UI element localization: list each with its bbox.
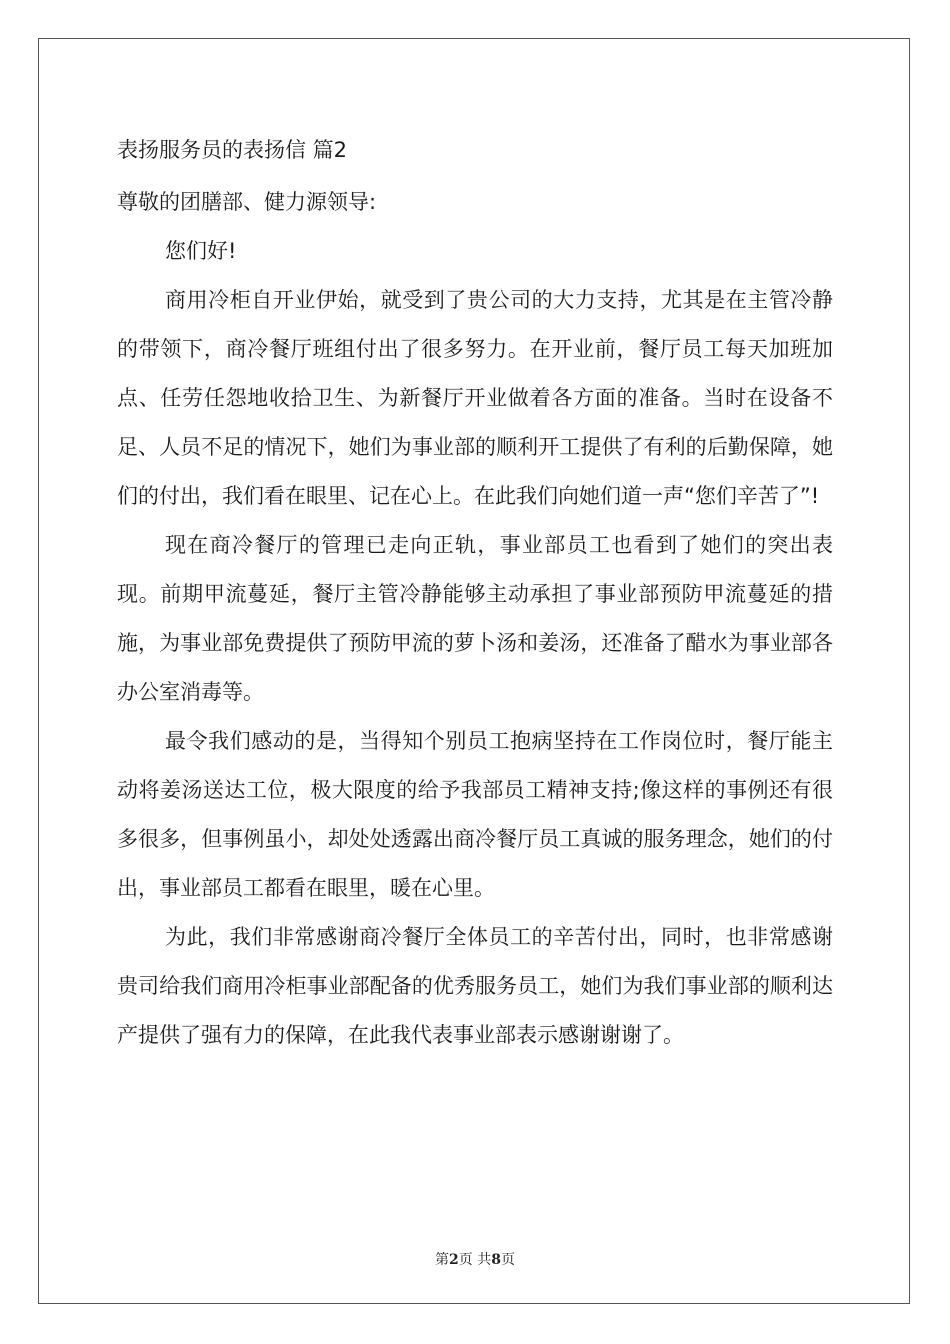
paragraph-2: 现在商冷餐厅的管理已走向正轨，事业部员工也看到了她们的突出表现。前期甲流蔓延，餐厅主管冷静能够主动承担了事业部预防甲流蔓延的措施，为事业部免费提供了预防甲流的萝卜汤和姜汤，还准备了醋水为事业部各办公室消毒等。 — [117, 533, 833, 704]
current-page-number: 2 — [449, 1252, 459, 1268]
letter-body — [117, 126, 833, 1060]
paragraph-3: 最令我们感动的是，当得知个别员工抱病坚持在工作岗位时，餐厅能主动将姜汤送达工位，极大限度的给予我部员工精神支持;像这样的事例还有很多很多，但事例虽小，却处处透露出商冷餐厅员工真诚的服务理念，她们的付出，事业部员工都看在眼里，暖在心里。 — [117, 729, 833, 900]
page-prefix: 第 — [435, 1252, 450, 1268]
paragraph-4: 为此，我们非常感谢商冷餐厅全体员工的辛苦付出，同时，也非常感谢贵司给我们商用冷柜事业部配备的优秀服务员工，她们为我们事业部的顺利达产提供了强有力的保障，在此我代表事业部表示感谢谢谢了。 — [117, 925, 833, 1047]
greeting: 您们好! — [165, 239, 237, 263]
document-title: 表扬服务员的表扬信 篇2 — [117, 138, 348, 162]
paragraph-1: 商用冷柜自开业伊始，就受到了贵公司的大力支持，尤其是在主管冷静的带领下，商冷餐厅班组付出了很多努力。在开业前，餐厅员工每天加班加点、任劳任怨地收拾卫生、为新餐厅开业做着各方面的准备。当时在设备不足、人员不足的情况下，她们为事业部的顺利开工提供了有利的后勤保障，她们的付出，我们看在眼里、记在心上。在此我们向她们道一声“您们辛苦了”! — [117, 288, 833, 508]
total-page-number: 8 — [491, 1252, 501, 1268]
page-middle: 页 共 — [458, 1252, 492, 1268]
salutation: 尊敬的团膳部、健力源领导: — [117, 190, 377, 214]
page-number — [0, 1249, 950, 1269]
page-suffix: 页 — [500, 1252, 515, 1268]
